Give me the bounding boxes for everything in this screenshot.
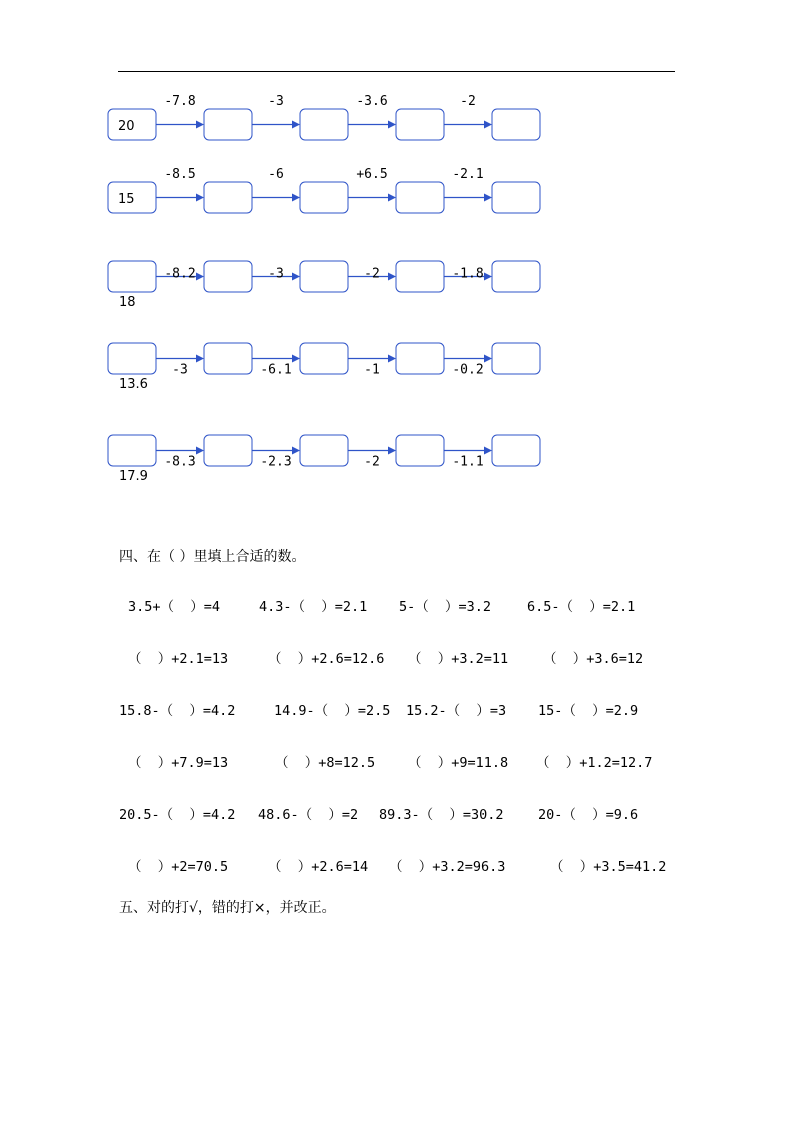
equation-item: （ ）+3.2=96.3: [389, 859, 506, 875]
answer-box: [300, 182, 348, 213]
answer-box: [492, 182, 540, 213]
operation-label: -3: [268, 266, 284, 282]
answer-box: [300, 109, 348, 140]
answer-box: [492, 261, 540, 292]
answer-box: [492, 435, 540, 466]
equation-item: （ ）+9=11.8: [408, 755, 509, 771]
equation-item: 15.8-（ ）=4.2: [119, 703, 236, 719]
operation-label: -3.6: [356, 94, 388, 109]
operation-label: -2: [364, 454, 380, 470]
operation-label: -3: [172, 362, 188, 378]
answer-box: [492, 109, 540, 140]
arrow-head: [196, 355, 204, 363]
start-box: [108, 435, 156, 466]
equation-item: 3.5+（ ）=4: [128, 599, 221, 615]
operation-label: -6: [268, 167, 284, 182]
answer-box: [204, 182, 252, 213]
equation-item: 5-（ ）=3.2: [399, 599, 492, 615]
answer-box: [396, 109, 444, 140]
operation-label: +6.5: [356, 167, 388, 182]
answer-box: [204, 435, 252, 466]
answer-box: [300, 435, 348, 466]
operation-label: -8.2: [164, 266, 196, 282]
equation-item: 15-（ ）=2.9: [538, 703, 639, 719]
answer-box: [492, 343, 540, 374]
section-4-title: 四、在（ ）里填上合适的数。: [119, 549, 306, 565]
operation-label: -6.1: [260, 362, 292, 378]
arrow-head: [292, 194, 300, 202]
operation-label: -1.8: [452, 266, 484, 282]
equation-item: 20.5-（ ）=4.2: [119, 807, 236, 823]
arrow-head: [196, 121, 204, 129]
arrow-head: [388, 355, 396, 363]
arrow-head: [484, 447, 492, 455]
answer-box: [396, 261, 444, 292]
arrow-head: [196, 447, 204, 455]
answer-box: [300, 343, 348, 374]
operation-label: -2: [364, 266, 380, 282]
operation-label: -2: [460, 94, 476, 109]
operation-label: -8.3: [164, 454, 196, 470]
arrow-head: [292, 355, 300, 363]
answer-box: [204, 109, 252, 140]
answer-box: [396, 343, 444, 374]
equation-item: 20-（ ）=9.6: [538, 807, 639, 823]
arrow-head: [388, 273, 396, 281]
operation-label: -7.8: [164, 94, 196, 109]
operation-label: -2.1: [452, 167, 484, 182]
arrow-head: [292, 121, 300, 129]
arrow-head: [196, 194, 204, 202]
operation-label: -8.5: [164, 167, 196, 182]
equation-item: （ ）+1.2=12.7: [536, 755, 653, 771]
equation-item: 4.3-（ ）=2.1: [259, 599, 368, 615]
answer-box: [204, 343, 252, 374]
equation-item: （ ）+3.5=41.2: [550, 859, 667, 875]
arrow-head: [388, 121, 396, 129]
equation-item: （ ）+3.6=12: [543, 651, 644, 667]
operation-label: -3: [268, 94, 284, 109]
start-value: 17.9: [119, 469, 148, 484]
start-box: [108, 343, 156, 374]
operation-label: -1.1: [452, 454, 484, 470]
arrow-head: [292, 447, 300, 455]
start-value: 18: [119, 295, 136, 310]
operation-label: -1: [364, 362, 380, 378]
equation-item: （ ）+2.1=13: [128, 651, 229, 667]
answer-box: [300, 261, 348, 292]
arrow-head: [196, 273, 204, 281]
equation-item: （ ）+2.6=14: [268, 859, 369, 875]
arrow-head: [484, 355, 492, 363]
equation-item: 6.5-（ ）=2.1: [527, 599, 636, 615]
arrow-head: [484, 273, 492, 281]
arrow-head: [388, 194, 396, 202]
equation-item: 15.2-（ ）=3: [406, 703, 507, 719]
start-value: 20: [118, 119, 135, 134]
answer-box: [204, 261, 252, 292]
start-value: 13.6: [119, 377, 148, 392]
equation-item: （ ）+3.2=11: [408, 651, 509, 667]
arrow-head: [484, 121, 492, 129]
section-5-title: 五、对的打√，错的打×，并改正。: [119, 900, 336, 916]
equation-item: （ ）+2=70.5: [128, 859, 229, 875]
equation-item: （ ）+7.9=13: [128, 755, 229, 771]
equation-item: 48.6-（ ）=2: [258, 807, 359, 823]
equation-item: （ ）+2.6=12.6: [268, 651, 385, 667]
start-box: [108, 261, 156, 292]
equation-item: 89.3-（ ）=30.2: [379, 807, 504, 823]
operation-label: -2.3: [260, 454, 292, 470]
arrow-head: [292, 273, 300, 281]
equation-item: （ ）+8=12.5: [275, 755, 376, 771]
number-chains: [0, 0, 793, 520]
answer-box: [396, 435, 444, 466]
operation-label: -0.2: [452, 362, 484, 378]
arrow-head: [388, 447, 396, 455]
equation-item: 14.9-（ ）=2.5: [274, 703, 391, 719]
answer-box: [396, 182, 444, 213]
start-value: 15: [118, 192, 135, 207]
arrow-head: [484, 194, 492, 202]
